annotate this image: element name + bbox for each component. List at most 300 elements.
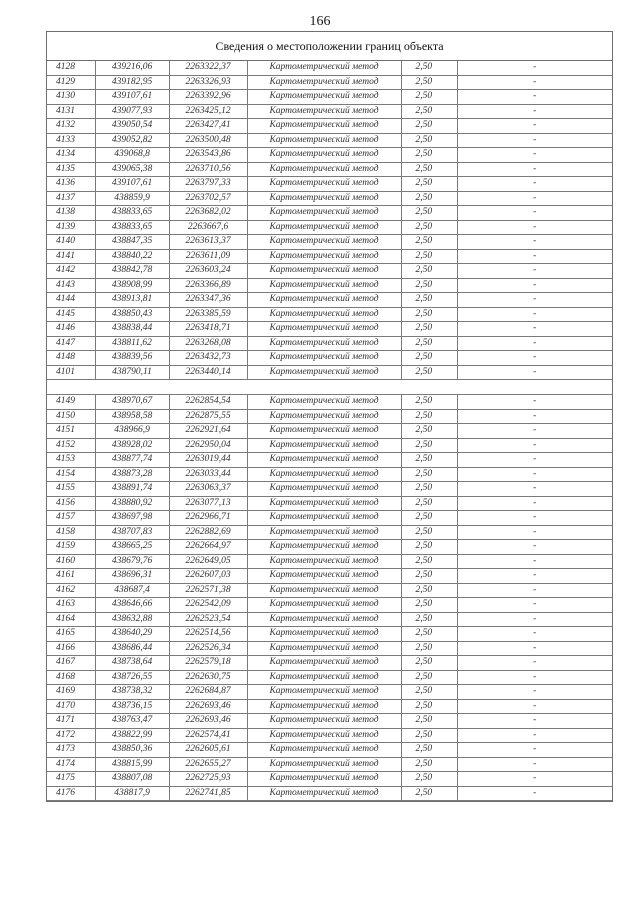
cell-note: - [457,133,612,148]
table-row [47,743,612,758]
table-title: Сведения о местоположении границ объекта [47,32,612,61]
cell-method: Картометрический метод [247,699,401,714]
cell-method: Картометрический метод [247,685,401,700]
cell-point-number: 4173 [47,743,95,758]
cell-point-number: 4148 [47,351,95,366]
cell-point-number: 4158 [47,525,95,540]
cell-x-coordinate: 438850,43 [95,307,169,322]
cell-point-number: 4172 [47,728,95,743]
cell-accuracy: 2,50 [401,453,457,468]
cell-point-number: 4143 [47,278,95,293]
cell-x-coordinate: 439216,06 [95,61,169,75]
cell-accuracy: 2,50 [401,627,457,642]
cell-point-number: 4147 [47,336,95,351]
cell-point-number: 4157 [47,511,95,526]
cell-x-coordinate: 438833,65 [95,220,169,235]
cell-note: - [457,119,612,134]
cell-point-number: 4156 [47,496,95,511]
cell-note: - [457,104,612,119]
cell-accuracy: 2,50 [401,685,457,700]
cell-accuracy: 2,50 [401,496,457,511]
cell-point-number: 4133 [47,133,95,148]
cell-method: Картометрический метод [247,598,401,613]
cell-method: Картометрический метод [247,772,401,787]
cell-note: - [457,148,612,163]
cell-y-coordinate: 2262664,97 [169,540,247,555]
cell-x-coordinate: 438807,08 [95,772,169,787]
cell-y-coordinate: 2263425,12 [169,104,247,119]
cell-x-coordinate: 438738,32 [95,685,169,700]
cell-x-coordinate: 438840,22 [95,249,169,264]
cell-point-number: 4139 [47,220,95,235]
cell-note: - [457,525,612,540]
cell-point-number: 4141 [47,249,95,264]
cell-y-coordinate: 2262605,61 [169,743,247,758]
table-row [47,61,612,75]
table-row [47,772,612,787]
cell-method: Картометрический метод [247,322,401,337]
table-row [47,757,612,772]
cell-note: - [457,786,612,801]
cell-y-coordinate: 2263682,02 [169,206,247,221]
cell-note: - [457,685,612,700]
table-row [47,409,612,424]
cell-note: - [457,627,612,642]
cell-method: Картометрический метод [247,90,401,105]
table-row [47,612,612,627]
cell-point-number: 4175 [47,772,95,787]
cell-accuracy: 2,50 [401,235,457,250]
cell-note: - [457,699,612,714]
cell-point-number: 4154 [47,467,95,482]
cell-note: - [457,61,612,75]
table-row [47,395,612,410]
cell-note: - [457,264,612,279]
cell-method: Картометрический метод [247,612,401,627]
cell-note: - [457,293,612,308]
cell-accuracy: 2,50 [401,438,457,453]
cell-note: - [457,438,612,453]
cell-y-coordinate: 2262649,05 [169,554,247,569]
cell-note: - [457,235,612,250]
table-row [47,540,612,555]
cell-x-coordinate: 438707,83 [95,525,169,540]
cell-note: - [457,206,612,221]
cell-method: Картометрический метод [247,496,401,511]
cell-accuracy: 2,50 [401,249,457,264]
cell-method: Картометрический метод [247,525,401,540]
cell-x-coordinate: 438679,76 [95,554,169,569]
cell-point-number: 4155 [47,482,95,497]
cell-accuracy: 2,50 [401,90,457,105]
cell-x-coordinate: 439107,61 [95,177,169,192]
cell-x-coordinate: 438913,81 [95,293,169,308]
cell-point-number: 4176 [47,786,95,801]
cell-y-coordinate: 2262607,03 [169,569,247,584]
cell-note: - [457,757,612,772]
cell-y-coordinate: 2263543,86 [169,148,247,163]
cell-point-number: 4142 [47,264,95,279]
cell-method: Картометрический метод [247,728,401,743]
cell-note: - [457,728,612,743]
table-row [47,438,612,453]
table-row [47,90,612,105]
cell-method: Картометрический метод [247,743,401,758]
cell-x-coordinate: 438738,64 [95,656,169,671]
cell-method: Картометрический метод [247,264,401,279]
cell-y-coordinate: 2263613,37 [169,235,247,250]
table-row [47,104,612,119]
cell-method: Картометрический метод [247,307,401,322]
cell-method: Картометрический метод [247,177,401,192]
cell-method: Картометрический метод [247,453,401,468]
cell-method: Картометрический метод [247,786,401,801]
cell-method: Картометрический метод [247,511,401,526]
cell-y-coordinate: 2262693,46 [169,699,247,714]
cell-point-number: 4138 [47,206,95,221]
cell-method: Картометрический метод [247,670,401,685]
table-row [47,453,612,468]
cell-x-coordinate: 438842,78 [95,264,169,279]
cell-x-coordinate: 438908,99 [95,278,169,293]
cell-method: Картометрический метод [247,583,401,598]
table-row [47,714,612,729]
cell-accuracy: 2,50 [401,75,457,90]
cell-note: - [457,307,612,322]
cell-method: Картометрический метод [247,554,401,569]
cell-accuracy: 2,50 [401,61,457,75]
cell-y-coordinate: 2262630,75 [169,670,247,685]
cell-y-coordinate: 2263797,33 [169,177,247,192]
cell-accuracy: 2,50 [401,656,457,671]
table-row [47,496,612,511]
table-row [47,307,612,322]
cell-point-number: 4166 [47,641,95,656]
cell-y-coordinate: 2263603,24 [169,264,247,279]
cell-note: - [457,554,612,569]
cell-x-coordinate: 438686,44 [95,641,169,656]
cell-x-coordinate: 438833,65 [95,206,169,221]
cell-y-coordinate: 2262542,09 [169,598,247,613]
cell-point-number: 4161 [47,569,95,584]
cell-accuracy: 2,50 [401,467,457,482]
cell-note: - [457,540,612,555]
cell-y-coordinate: 2262574,41 [169,728,247,743]
cell-y-coordinate: 2262579,18 [169,656,247,671]
cell-y-coordinate: 2262571,38 [169,583,247,598]
table-row [47,598,612,613]
cell-point-number: 4144 [47,293,95,308]
cell-method: Картометрический метод [247,365,401,380]
table-row [47,685,612,700]
cell-x-coordinate: 438763,47 [95,714,169,729]
table-row [47,162,612,177]
cell-note: - [457,365,612,380]
cell-point-number: 4163 [47,598,95,613]
cell-point-number: 4130 [47,90,95,105]
table-row [47,482,612,497]
cell-accuracy: 2,50 [401,336,457,351]
cell-note: - [457,467,612,482]
table-row [47,554,612,569]
cell-method: Картометрический метод [247,409,401,424]
cell-x-coordinate: 438822,99 [95,728,169,743]
cell-method: Картометрический метод [247,220,401,235]
cell-accuracy: 2,50 [401,148,457,163]
cell-y-coordinate: 2263019,44 [169,453,247,468]
cell-x-coordinate: 439068,8 [95,148,169,163]
cell-y-coordinate: 2263702,57 [169,191,247,206]
cell-point-number: 4174 [47,757,95,772]
table-row [47,220,612,235]
table-row [47,656,612,671]
cell-point-number: 4168 [47,670,95,685]
cell-note: - [457,177,612,192]
cell-method: Картометрический метод [247,395,401,410]
cell-method: Картометрический метод [247,641,401,656]
cell-y-coordinate: 2262514,56 [169,627,247,642]
cell-y-coordinate: 2263033,44 [169,467,247,482]
table-row [47,728,612,743]
cell-point-number: 4101 [47,365,95,380]
cell-method: Картометрический метод [247,656,401,671]
table-row [47,133,612,148]
cell-note: - [457,612,612,627]
cell-note: - [457,191,612,206]
cell-note: - [457,511,612,526]
cell-accuracy: 2,50 [401,714,457,729]
table-row [47,336,612,351]
cell-x-coordinate: 438665,25 [95,540,169,555]
cell-x-coordinate: 438880,92 [95,496,169,511]
cell-method: Картометрический метод [247,540,401,555]
cell-x-coordinate: 438859,9 [95,191,169,206]
cell-x-coordinate: 439050,54 [95,119,169,134]
cell-accuracy: 2,50 [401,540,457,555]
cell-y-coordinate: 2262950,04 [169,438,247,453]
table-row [47,235,612,250]
cell-method: Картометрический метод [247,104,401,119]
cell-x-coordinate: 438811,62 [95,336,169,351]
cell-y-coordinate: 2263427,41 [169,119,247,134]
cell-accuracy: 2,50 [401,322,457,337]
cell-accuracy: 2,50 [401,307,457,322]
coordinates-sheet [46,31,613,802]
cell-note: - [457,569,612,584]
cell-method: Картометрический метод [247,438,401,453]
cell-accuracy: 2,50 [401,641,457,656]
cell-note: - [457,220,612,235]
cell-x-coordinate: 438877,74 [95,453,169,468]
cell-point-number: 4134 [47,148,95,163]
cell-accuracy: 2,50 [401,220,457,235]
group-separator-row [47,380,612,395]
table-row [47,511,612,526]
cell-point-number: 4132 [47,119,95,134]
cell-method: Картометрический метод [247,191,401,206]
cell-x-coordinate: 438891,74 [95,482,169,497]
cell-note: - [457,714,612,729]
cell-method: Картометрический метод [247,293,401,308]
cell-point-number: 4159 [47,540,95,555]
cell-accuracy: 2,50 [401,699,457,714]
cell-point-number: 4151 [47,424,95,439]
cell-y-coordinate: 2263440,14 [169,365,247,380]
cell-method: Картометрический метод [247,235,401,250]
table-row [47,670,612,685]
cell-accuracy: 2,50 [401,162,457,177]
cell-y-coordinate: 2262523,54 [169,612,247,627]
cell-y-coordinate: 2262741,85 [169,786,247,801]
table-row [47,424,612,439]
cell-accuracy: 2,50 [401,598,457,613]
cell-note: - [457,772,612,787]
cell-method: Картометрический метод [247,757,401,772]
cell-y-coordinate: 2262921,64 [169,424,247,439]
cell-note: - [457,743,612,758]
cell-y-coordinate: 2263418,71 [169,322,247,337]
cell-accuracy: 2,50 [401,554,457,569]
cell-point-number: 4160 [47,554,95,569]
cell-point-number: 4136 [47,177,95,192]
cell-method: Картометрический метод [247,206,401,221]
cell-x-coordinate: 438726,55 [95,670,169,685]
cell-note: - [457,336,612,351]
cell-accuracy: 2,50 [401,482,457,497]
cell-point-number: 4131 [47,104,95,119]
cell-y-coordinate: 2262966,71 [169,511,247,526]
cell-accuracy: 2,50 [401,772,457,787]
cell-method: Картометрический метод [247,351,401,366]
cell-y-coordinate: 2263063,37 [169,482,247,497]
cell-accuracy: 2,50 [401,365,457,380]
cell-accuracy: 2,50 [401,351,457,366]
cell-x-coordinate: 439077,93 [95,104,169,119]
cell-method: Картометрический метод [247,336,401,351]
cell-y-coordinate: 2262684,87 [169,685,247,700]
cell-method: Картометрический метод [247,569,401,584]
cell-y-coordinate: 2263077,13 [169,496,247,511]
cell-note: - [457,482,612,497]
cell-y-coordinate: 2263326,93 [169,75,247,90]
cell-note: - [457,249,612,264]
cell-x-coordinate: 438817,9 [95,786,169,801]
cell-note: - [457,496,612,511]
cell-x-coordinate: 438815,99 [95,757,169,772]
cell-x-coordinate: 439182,95 [95,75,169,90]
table-row [47,351,612,366]
cell-x-coordinate: 438736,15 [95,699,169,714]
cell-x-coordinate: 438632,88 [95,612,169,627]
cell-point-number: 4146 [47,322,95,337]
cell-method: Картометрический метод [247,119,401,134]
cell-x-coordinate: 438790,11 [95,365,169,380]
table-row [47,322,612,337]
cell-accuracy: 2,50 [401,743,457,758]
table-row [47,206,612,221]
cell-method: Картометрический метод [247,424,401,439]
cell-point-number: 4165 [47,627,95,642]
table-row [47,699,612,714]
cell-x-coordinate: 438850,36 [95,743,169,758]
cell-y-coordinate: 2262882,69 [169,525,247,540]
cell-x-coordinate: 438966,9 [95,424,169,439]
cell-x-coordinate: 438640,29 [95,627,169,642]
cell-method: Картометрический метод [247,148,401,163]
table-row [47,264,612,279]
cell-accuracy: 2,50 [401,786,457,801]
cell-note: - [457,90,612,105]
cell-note: - [457,351,612,366]
cell-point-number: 4129 [47,75,95,90]
cell-point-number: 4128 [47,61,95,75]
cell-accuracy: 2,50 [401,191,457,206]
cell-y-coordinate: 2263322,37 [169,61,247,75]
cell-y-coordinate: 2262655,27 [169,757,247,772]
cell-x-coordinate: 438838,44 [95,322,169,337]
table-row [47,249,612,264]
cell-accuracy: 2,50 [401,757,457,772]
cell-y-coordinate: 2263347,36 [169,293,247,308]
cell-method: Картометрический метод [247,278,401,293]
cell-y-coordinate: 2263500,48 [169,133,247,148]
cell-point-number: 4169 [47,685,95,700]
cell-point-number: 4149 [47,395,95,410]
cell-accuracy: 2,50 [401,206,457,221]
cell-point-number: 4140 [47,235,95,250]
cell-accuracy: 2,50 [401,119,457,134]
cell-accuracy: 2,50 [401,409,457,424]
cell-y-coordinate: 2263710,56 [169,162,247,177]
table-row [47,525,612,540]
cell-x-coordinate: 439065,38 [95,162,169,177]
table-row [47,583,612,598]
cell-point-number: 4150 [47,409,95,424]
cell-accuracy: 2,50 [401,395,457,410]
cell-y-coordinate: 2262854,54 [169,395,247,410]
cell-method: Картометрический метод [247,627,401,642]
cell-x-coordinate: 438958,58 [95,409,169,424]
cell-y-coordinate: 2262526,34 [169,641,247,656]
cell-method: Картометрический метод [247,249,401,264]
cell-y-coordinate: 2263366,89 [169,278,247,293]
cell-y-coordinate: 2262693,46 [169,714,247,729]
cell-x-coordinate: 438928,02 [95,438,169,453]
cell-note: - [457,583,612,598]
table-row [47,293,612,308]
cell-note: - [457,670,612,685]
cell-y-coordinate: 2263268,08 [169,336,247,351]
cell-accuracy: 2,50 [401,133,457,148]
cell-method: Картометрический метод [247,133,401,148]
coordinates-table [47,61,612,801]
page-number: 166 [309,14,331,29]
table-row [47,278,612,293]
cell-x-coordinate: 439052,82 [95,133,169,148]
cell-point-number: 4137 [47,191,95,206]
table-row [47,148,612,163]
cell-accuracy: 2,50 [401,177,457,192]
table-row [47,627,612,642]
cell-point-number: 4152 [47,438,95,453]
table-row [47,365,612,380]
cell-accuracy: 2,50 [401,728,457,743]
cell-accuracy: 2,50 [401,525,457,540]
cell-accuracy: 2,50 [401,583,457,598]
cell-accuracy: 2,50 [401,424,457,439]
table-row [47,177,612,192]
table-row [47,786,612,801]
